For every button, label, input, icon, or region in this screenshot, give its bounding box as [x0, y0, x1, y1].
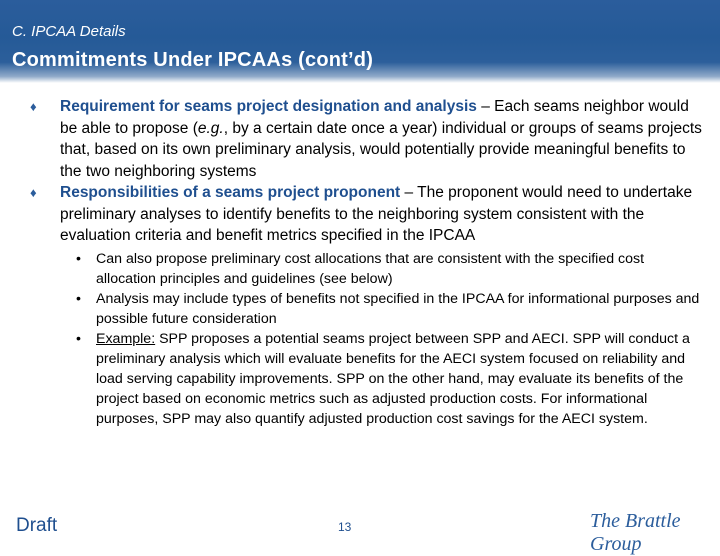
bullet-text: – Each seams neighbor would be able to propose (	[60, 98, 689, 137]
page-number: 13	[338, 520, 352, 534]
sub-bullet-text: Can also propose preliminary cost allocations that are consistent with the specified cost allocation principles and guidelines (see below)	[96, 250, 645, 287]
bullet-text: , by a certain date once a year) individual or groups of seams projects that, based on its own preliminary analysis, would potentially provide meaningful benefits to the two neighboring systems	[60, 119, 702, 180]
sub-bullet-text: Analysis may include types of benefits not specified in the IPCAA for informational purposes and possible future consideration	[96, 290, 700, 327]
bullet-heading: Requirement for seams project designation and analysis	[60, 98, 477, 115]
bullet-text: – The proponent would need to undertake preliminary analyses to identify benefits to the neighboring system consistent with the evaluation criteria and benefit metrics specified in the IPCAA	[60, 184, 693, 244]
sub-bullet-text: SPP proposes a potential seams project between SPP and AECI. SPP will conduct a preliminary analysis which will evaluate benefits for the AECI system focused on reliability and load serving capability improvements. SPP on the other hand, may evaluate its benefits of the project based on economic metrics such as adjusted production costs. For informational purposes, SPP may also quantify adjusted production cost savings for the AECI system.	[96, 330, 690, 427]
title-banner	[0, 0, 720, 83]
diamond-bullet-icon: ♦	[30, 185, 37, 200]
brattle-logo: The Brattle Group	[590, 510, 681, 555]
example-label: Example:	[96, 330, 156, 347]
slide-title: Commitments Under IPCAAs (cont’d)	[12, 49, 374, 71]
dot-bullet-icon: •	[76, 250, 81, 267]
bullet-heading: Responsibilities of a seams project proponent	[60, 184, 401, 201]
dot-bullet-icon: •	[76, 290, 81, 307]
section-label: C. IPCAA Details	[12, 23, 126, 40]
bullet-list	[30, 96, 702, 429]
bullet-item	[30, 182, 702, 247]
bullet-text-emphasis: e.g.	[197, 119, 224, 137]
sub-bullet-item	[76, 329, 702, 429]
sub-bullet-list	[30, 249, 702, 429]
sub-bullet-item	[76, 289, 702, 329]
draft-label: Draft	[16, 515, 58, 536]
dot-bullet-icon: •	[76, 330, 81, 347]
diamond-bullet-icon: ♦	[30, 99, 37, 114]
bullet-item	[30, 96, 702, 182]
sub-bullet-item	[76, 249, 702, 289]
